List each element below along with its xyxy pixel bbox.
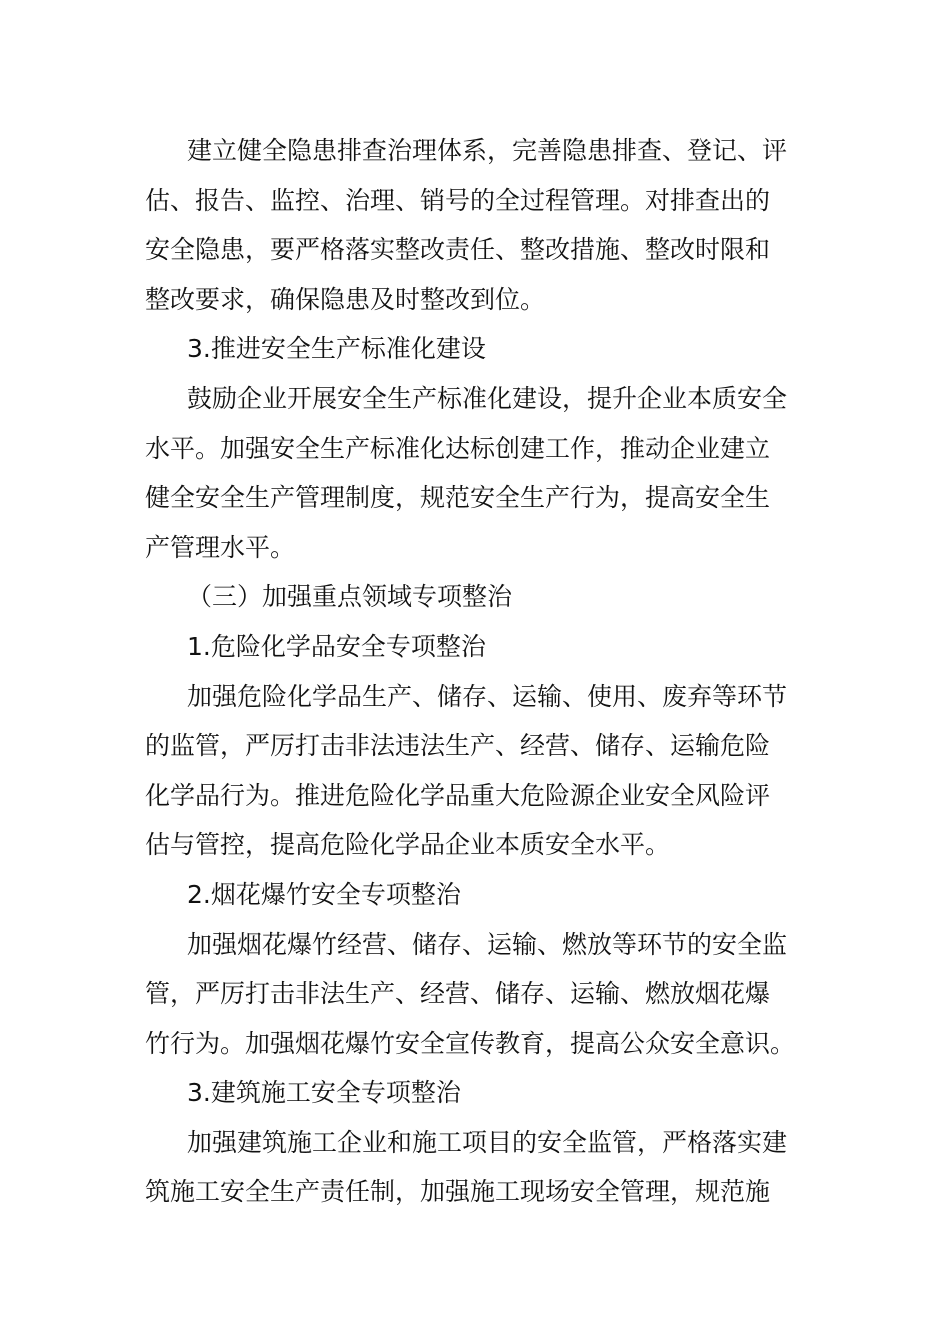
- text-line: 加强危险化学品生产、储存、运输、使用、废弃等环节: [187, 681, 788, 711]
- heading-standardization: 3.推进安全生产标准化建设: [187, 334, 486, 364]
- text-line: 加强建筑施工企业和施工项目的安全监管，严格落实建: [187, 1127, 788, 1157]
- heading-construction: 3.建筑施工安全专项整治: [187, 1078, 461, 1108]
- text-line: 竹行为。加强烟花爆竹安全宣传教育，提高公众安全意识。: [145, 1028, 796, 1058]
- text-line: 产管理水平。: [145, 532, 296, 562]
- text-line: 整改要求，确保隐患及时整改到位。: [145, 284, 546, 314]
- text-line: 水平。加强安全生产标准化达标创建工作，推动企业建立: [145, 433, 771, 463]
- document-body: [145, 126, 805, 1217]
- text-line: 估、报告、监控、治理、销号的全过程管理。对排查出的: [145, 185, 771, 215]
- text-line: 健全安全生产管理制度，规范安全生产行为，提高安全生: [145, 483, 771, 513]
- paragraph-hazardous-chemicals: [145, 672, 805, 870]
- paragraph-fireworks: [145, 920, 805, 1069]
- text-line: 估与管控，提高危险化学品企业本质安全水平。: [145, 830, 671, 860]
- text-line: 鼓励企业开展安全生产标准化建设，提升企业本质安全: [187, 383, 788, 413]
- heading-key-areas: （三）加强重点领域专项整治: [187, 582, 513, 612]
- text-line: 筑施工安全生产责任制，加强施工现场安全管理，规范施: [145, 1177, 771, 1207]
- heading-hazardous-chemicals: 1.危险化学品安全专项整治: [187, 631, 486, 661]
- text-line: 管，严厉打击非法生产、经营、储存、运输、燃放烟花爆: [145, 979, 771, 1009]
- text-line: 安全隐患，要严格落实整改责任、整改措施、整改时限和: [145, 235, 771, 265]
- paragraph-standardization: [145, 374, 805, 572]
- text-line: 化学品行为。推进危险化学品重大危险源企业安全风险评: [145, 780, 771, 810]
- text-line: 的监管，严厉打击非法违法生产、经营、储存、运输危险: [145, 731, 771, 761]
- text-line: 加强烟花爆竹经营、储存、运输、燃放等环节的安全监: [187, 929, 788, 959]
- paragraph-construction: [145, 1118, 805, 1217]
- heading-fireworks: 2.烟花爆竹安全专项整治: [187, 879, 461, 909]
- paragraph-hazard-management: [145, 126, 805, 324]
- text-line: 建立健全隐患排查治理体系，完善隐患排查、登记、评: [187, 136, 788, 165]
